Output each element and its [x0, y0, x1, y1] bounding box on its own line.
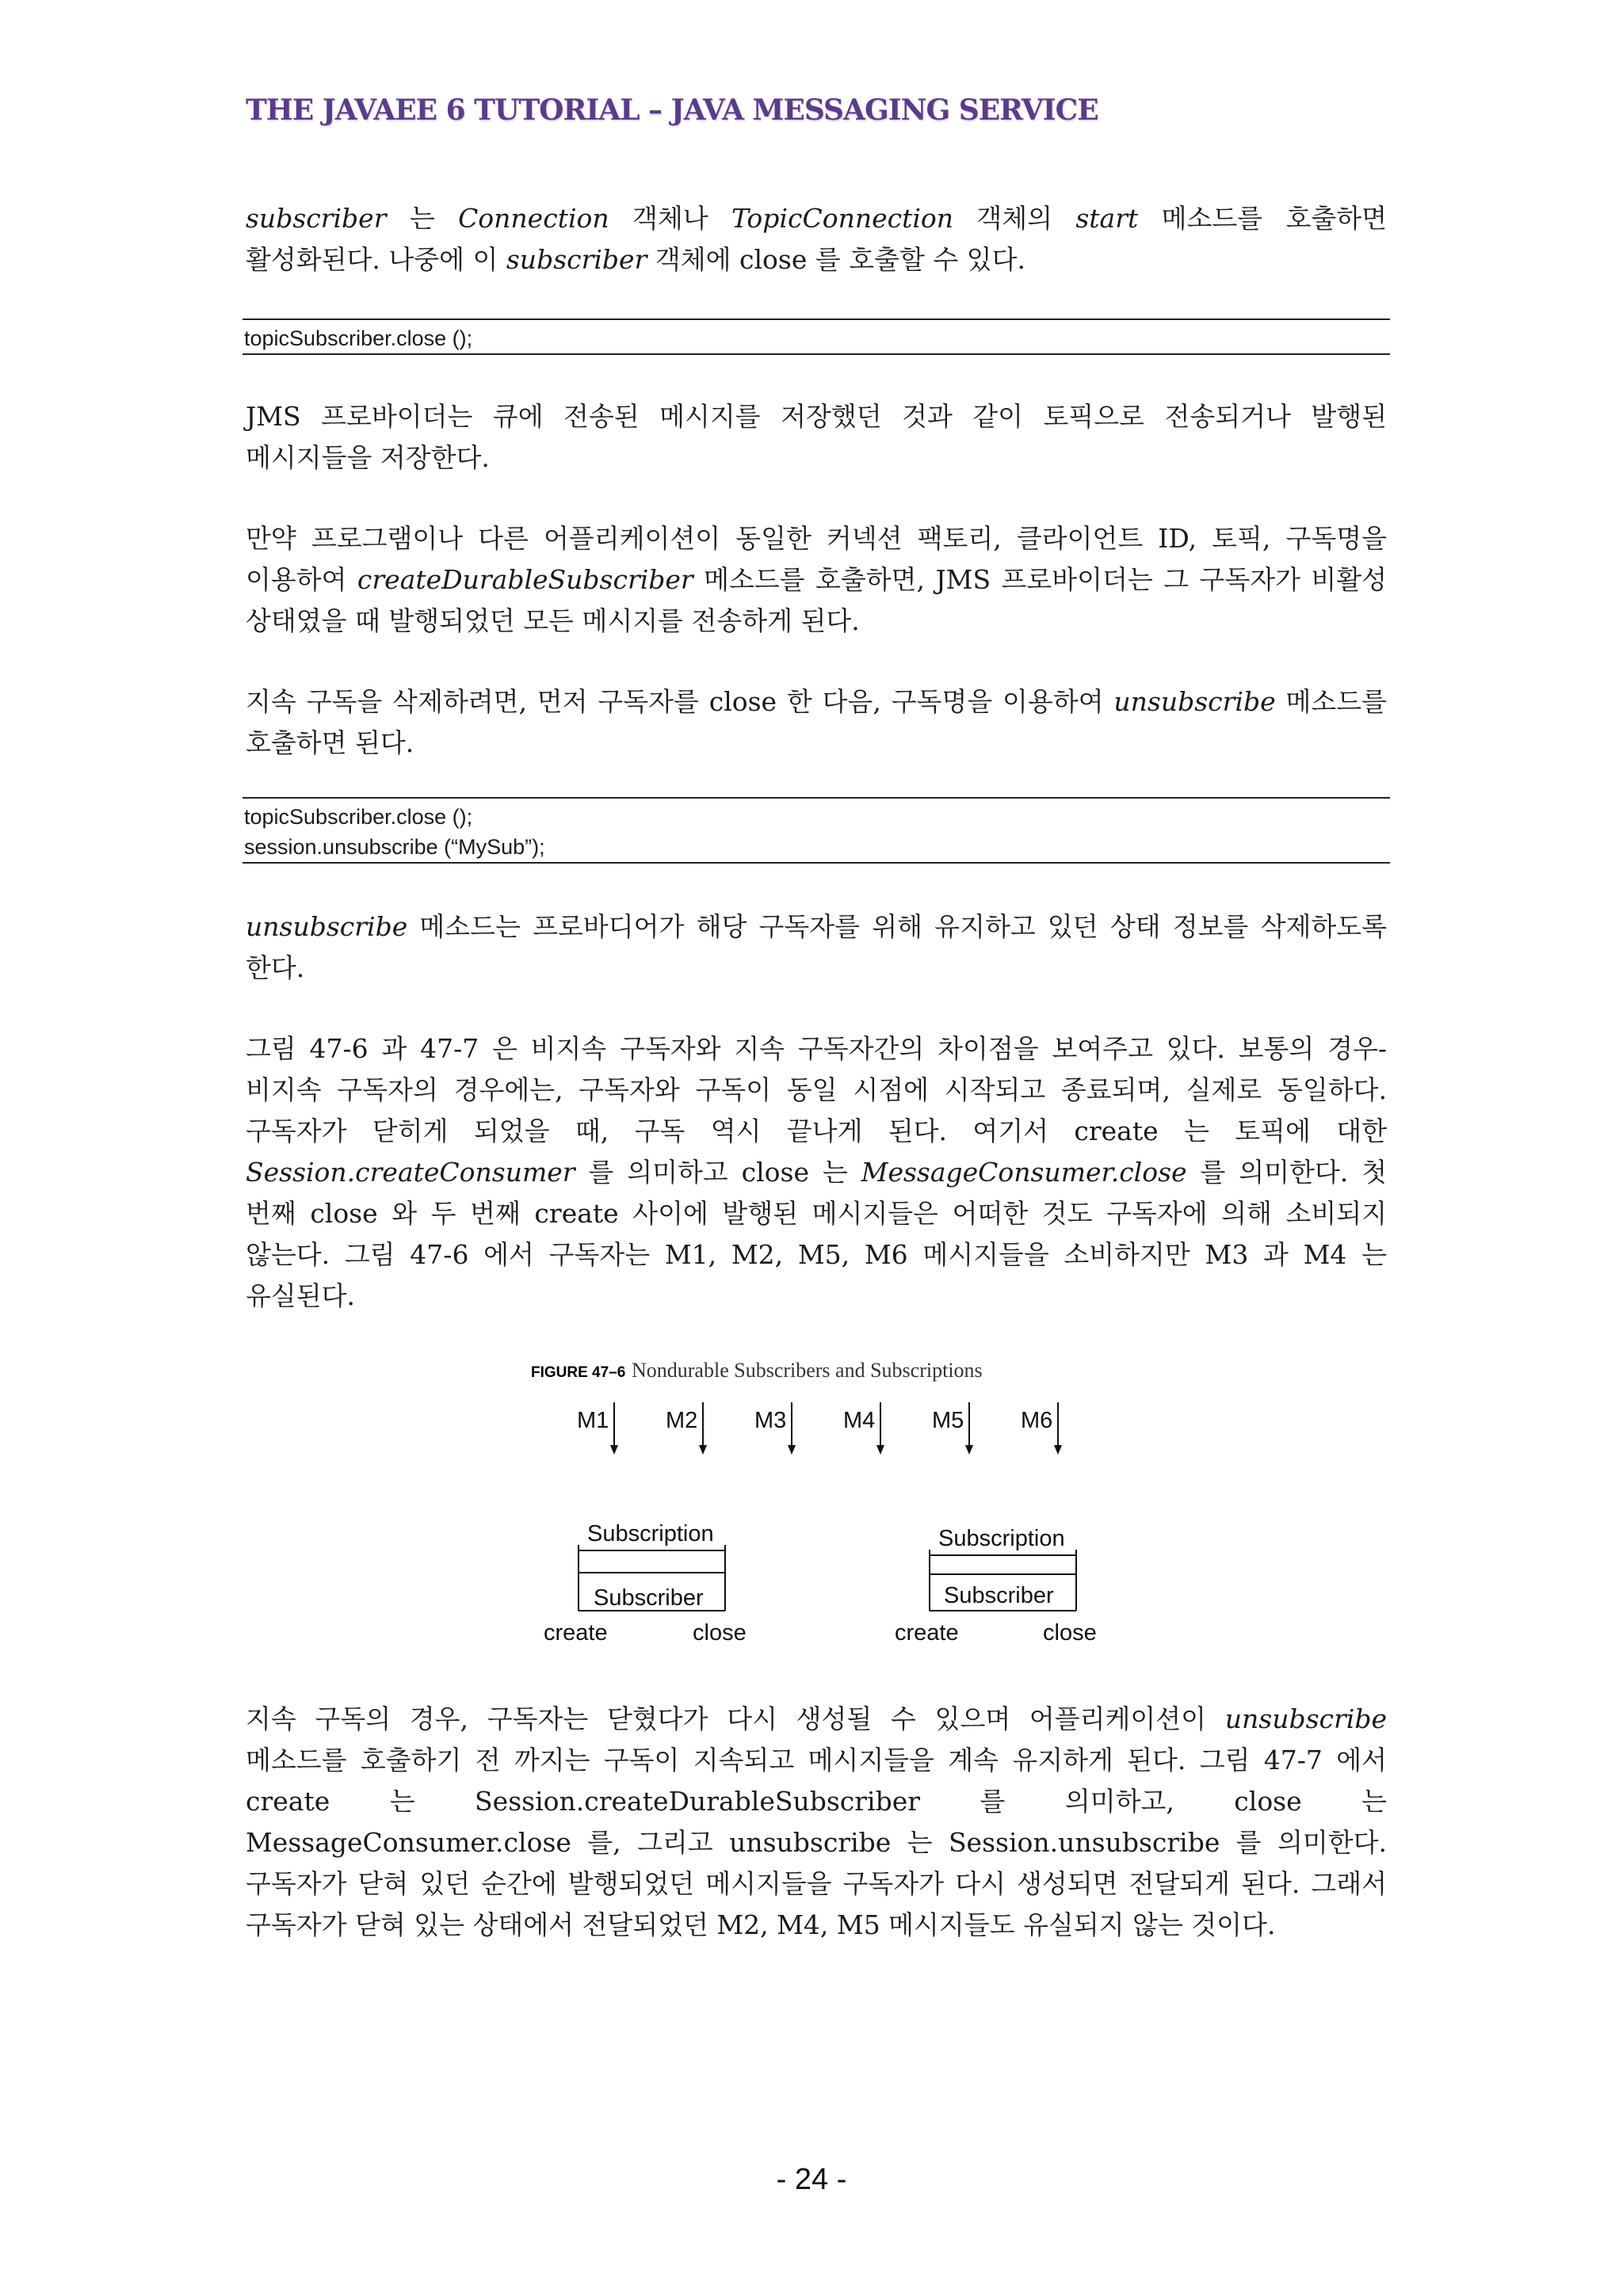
message-arrowhead-m5	[965, 1445, 973, 1455]
paragraph-durable-subscriber: 만약 프로그램이나 다른 어플리케이션이 동일한 커넥션 팩토리, 클라이언트 ID, 토픽, 구독명을 이용하여 createDurableSubscriber 메소드를 호출하면, JMS 프로바이더는 그 구독자가 비활성 상태였을 때 발행되었던 모든 메시지를 전송하게 된다.	[246, 523, 1387, 636]
figure-tag: FIGURE 47–6	[531, 1364, 626, 1381]
page-header-title: THE JAVAEE 6 TUTORIAL – JAVA MESSAGING SERVICE	[246, 93, 1098, 127]
subscriber-label-1: Subscriber	[594, 1585, 704, 1611]
paragraph-unsubscribe-method: unsubscribe 메소드는 프로바디어가 해당 구독자를 위해 유지하고 있던 상태 정보를 삭제하도록 한다.	[246, 911, 1387, 983]
subscription-block-1	[544, 1521, 747, 1646]
paragraph-durable-explanation: 지속 구독의 경우, 구독자는 닫혔다가 다시 생성될 수 있으며 어플리케이션이 unsubscribe 메소드를 호출하기 전 까지는 구독이 지속되고 메시지들을 계속 유지하게 된다. 그림 47-7 에서 create 는 Session.createDurableSubscriber 를 의미하고, close 는 MessageConsumer.close 를, 그리고 unsubscribe 는 Session.unsubscribe 를 의미한다. 구독자가 닫혀 있던 순간에 발행되었던 메시지들을 구독자가 다시 생성되면 전달되게 된다. 그래서 구독자가 닫혀 있는 상태에서 전달되었던 M2, M4, M5 메시지들도 유실되지 않는 것이다.	[246, 1703, 1387, 1940]
create-label-2: create	[895, 1620, 959, 1646]
term-unsubscribe-3: unsubscribe	[1224, 1703, 1387, 1734]
code-line-1: topicSubscriber.close ();	[244, 805, 473, 829]
message-label-m6: M6	[1021, 1408, 1053, 1433]
message-label-m3: M3	[754, 1408, 787, 1433]
message-label-m5: M5	[932, 1408, 964, 1433]
message-arrowhead-m6	[1054, 1445, 1062, 1455]
paragraph-subscriber-activation: subscriber 는 Connection 객체나 TopicConnection 객체의 start 메소드를 호출하면 활성화된다. 나중에 이 subscriber 객체에 close 를 호출할 수 있다.	[246, 203, 1387, 275]
subscription-label-2: Subscription	[938, 1526, 1065, 1551]
code-block-close	[242, 318, 1390, 355]
message-arrowhead-m2	[699, 1445, 707, 1455]
message-arrows	[577, 1402, 1062, 1455]
message-arrowhead-m4	[876, 1445, 884, 1455]
code-line-2: session.unsubscribe (“MySub”);	[244, 835, 545, 859]
subscription-block-2	[895, 1526, 1097, 1646]
term-connection: Connection	[458, 203, 609, 234]
page-number: - 24 -	[776, 2163, 847, 2196]
nondurable-subscribers-diagram	[523, 1347, 1125, 1664]
create-label-1: create	[544, 1620, 608, 1646]
message-label-m4: M4	[843, 1408, 876, 1433]
term-subscriber: subscriber	[246, 203, 387, 234]
paragraph-figure-explanation: 그림 47-6 과 47-7 은 비지속 구독자와 지속 구독자간의 차이점을 보여주고 있다. 보통의 경우-비지속 구독자의 경우에는, 구독자와 구독이 동일 시점에 시작되고 종료되며, 실제로 동일하다. 구독자가 닫히게 되었을 때, 구독 역시 끝나게 된다. 여기서 create 는 토픽에 대한 Session.createConsumer 를 의미하고 close 는 MessageConsumer.close 를 의미한다. 첫 번째 close 와 두 번째 create 사이에 발행된 메시지들은 어떠한 것도 구독자에 의해 소비되지 않는다. 그림 47-6 에서 구독자는 M1, M2, M5, M6 메시지들을 소비하지만 M3 과 M4 는 유실된다.	[246, 1033, 1387, 1311]
message-label-m2: M2	[666, 1408, 698, 1433]
code-block-unsubscribe	[242, 797, 1390, 864]
term-topic-connection: TopicConnection	[731, 203, 954, 234]
term-subscriber-2: subscriber	[506, 244, 647, 275]
figure-47-6	[523, 1347, 1125, 1664]
figure-title: Nondurable Subscribers and Subscriptions	[632, 1359, 983, 1382]
message-label-m1: M1	[577, 1408, 609, 1433]
term-unsubscribe-2: unsubscribe	[246, 911, 408, 942]
term-start: start	[1075, 203, 1139, 234]
subscriber-label-2: Subscriber	[944, 1583, 1054, 1608]
close-label-1: close	[693, 1620, 747, 1646]
paragraph-jms-provider-stores: JMS 프로바이더는 큐에 전송된 메시지를 저장했던 것과 같이 토픽으로 전송되거나 발행된 메시지들을 저장한다.	[246, 401, 1387, 473]
subscription-label-1: Subscription	[587, 1521, 714, 1547]
message-arrowhead-m3	[788, 1445, 796, 1455]
term-session-create-consumer: Session.createConsumer	[246, 1157, 575, 1188]
close-label-2: close	[1043, 1620, 1097, 1646]
term-unsubscribe: unsubscribe	[1113, 686, 1276, 717]
term-message-consumer-close: MessageConsumer.close	[861, 1157, 1187, 1188]
message-arrowhead-m1	[610, 1445, 618, 1455]
code-line: topicSubscriber.close ();	[244, 326, 473, 350]
term-create-durable-subscriber: createDurableSubscriber	[357, 564, 693, 595]
paragraph-delete-durable: 지속 구독을 삭제하려면, 먼저 구독자를 close 한 다음, 구독명을 이용하여 unsubscribe 메소드를 호출하면 된다.	[246, 686, 1387, 758]
